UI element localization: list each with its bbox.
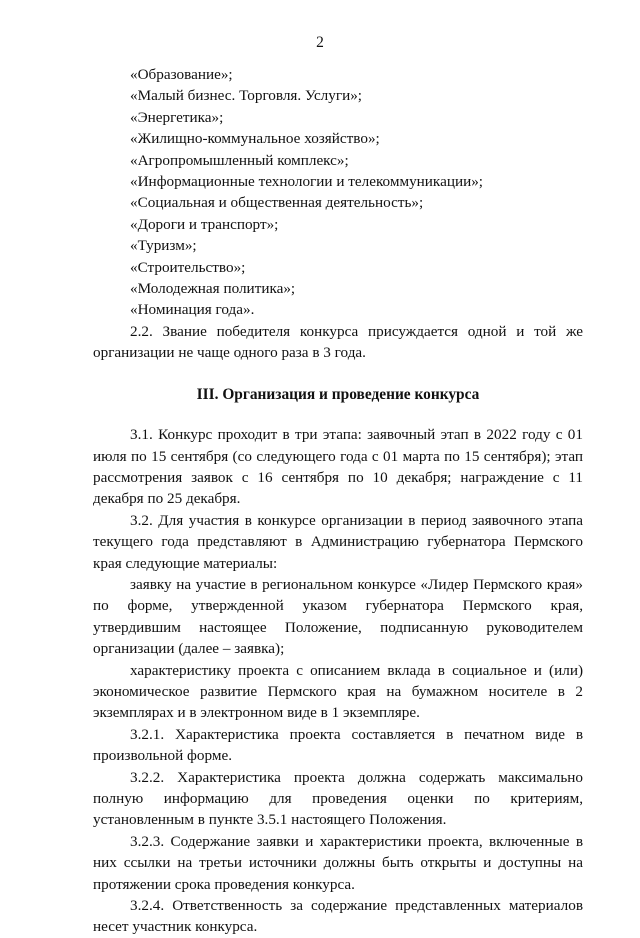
document-body: [93, 64, 583, 938]
nomination-item: «Информационные технологии и телекоммуникации»;: [130, 173, 484, 191]
nomination-item: «Малый бизнес. Торговля. Услуги»;: [130, 87, 363, 105]
paragraph-3-1: 3.1. Конкурс проходит в три этапа: заявочный этап в 2022 году с 01 июля по 15 сентября (со следующего года с 01 марта по 15 сентября); этап рассмотрения заявок с 16 сентября по 10 декабря; награждение с 11 декабря по 25 декабря.: [93, 426, 583, 508]
nomination-item: «Образование»;: [130, 66, 233, 83]
nomination-item: «Дороги и транспорт»;: [130, 215, 279, 233]
paragraph-application: заявку на участие в региональном конкурсе «Лидер Пермского края» по форме, утвержденной указом губернатора Пермского края, утвердившим настоящее Положение, подписанную руководителем организации (далее – заявка);: [93, 575, 583, 658]
paragraph-2-2: 2.2. Звание победителя конкурса присуждается одной и той же организации не чаще одного раза в 3 года.: [93, 322, 583, 362]
section-heading: III. Организация и проведение конкурса: [196, 385, 480, 403]
page-number: 2: [316, 34, 324, 51]
nomination-item: «Жилищно-коммунальное хозяйство»;: [130, 130, 380, 148]
nomination-item: «Энергетика»;: [130, 108, 224, 126]
nomination-item: «Туризм»;: [130, 237, 197, 255]
nomination-list: [93, 64, 583, 321]
paragraph-3-2-2: 3.2.2. Характеристика проекта должна содержать максимально полную информацию для проведения оценки по критериям, установленным в пункте 3.5.1 настоящего Положения.: [93, 768, 583, 829]
paragraph-3-2-4: 3.2.4. Ответственность за содержание представленных материалов несет участник конкурса.: [93, 897, 583, 936]
paragraph-3-2: 3.2. Для участия в конкурсе организации в период заявочного этапа текущего года представляют в Администрацию губернатора Пермского края следующие материалы:: [93, 511, 583, 572]
nomination-item: «Строительство»;: [130, 258, 246, 276]
paragraph-3-2-1: 3.2.1. Характеристика проекта составляется в печатном виде в произвольной форме.: [93, 725, 583, 765]
nomination-item: «Агропромышленный комплекс»;: [130, 151, 349, 169]
paragraph-project-description: характеристику проекта с описанием вклада в социальное и (или) экономическое развитие Пермского края на бумажном носителе в 2 экземплярах и в электронном виде в 1 экземпляре.: [93, 661, 583, 722]
nomination-item: «Социальная и общественная деятельность»;: [130, 194, 424, 212]
paragraph-3-2-3: 3.2.3. Содержание заявки и характеристики проекта, включенные в них ссылки на третьи источники должны быть открыты и доступны на протяжении срока проведения конкурса.: [93, 832, 583, 893]
nomination-item: «Молодежная политика»;: [130, 280, 296, 298]
nomination-item: «Номинация года».: [130, 301, 255, 319]
